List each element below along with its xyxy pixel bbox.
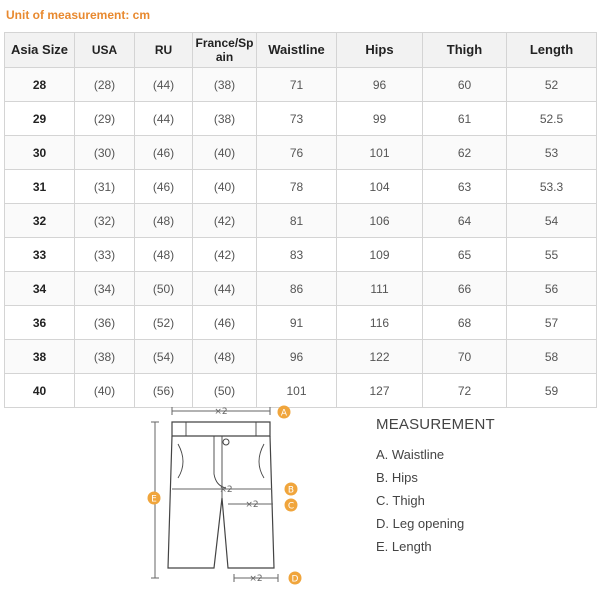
marker-a-label: A xyxy=(280,408,288,419)
marker-c xyxy=(285,499,298,512)
table-body xyxy=(5,68,597,408)
header-france-spain-line2: ain xyxy=(215,50,234,64)
cell-length: 55 xyxy=(507,238,597,272)
cell-ru: (50) xyxy=(135,272,193,306)
cell-france-spain: (42) xyxy=(193,238,257,272)
cell-asia-size: 40 xyxy=(5,374,75,408)
cell-usa: (31) xyxy=(75,170,135,204)
cell-asia-size: 36 xyxy=(5,306,75,340)
marker-d xyxy=(289,572,302,585)
cell-length: 57 xyxy=(507,306,597,340)
header-thigh: Thigh xyxy=(423,33,507,68)
table-row xyxy=(5,340,597,374)
cell-thigh: 72 xyxy=(423,374,507,408)
cell-hips: 96 xyxy=(337,68,423,102)
cell-length: 58 xyxy=(507,340,597,374)
cell-ru: (46) xyxy=(135,170,193,204)
thigh-multiplier-label: ×2 xyxy=(245,500,259,510)
cell-waistline: 78 xyxy=(257,170,337,204)
cell-length: 59 xyxy=(507,374,597,408)
unit-note: Unit of measurement: cm xyxy=(6,8,151,22)
cell-hips: 116 xyxy=(337,306,423,340)
table-row xyxy=(5,204,597,238)
cell-ru: (48) xyxy=(135,238,193,272)
table-row xyxy=(5,170,597,204)
cell-waistline: 91 xyxy=(257,306,337,340)
cell-waistline: 96 xyxy=(257,340,337,374)
header-france-spain xyxy=(193,33,257,68)
cell-usa: (29) xyxy=(75,102,135,136)
header-france-spain-line1: France/Sp xyxy=(195,36,254,50)
cell-hips: 106 xyxy=(337,204,423,238)
cell-usa: (36) xyxy=(75,306,135,340)
cell-france-spain: (50) xyxy=(193,374,257,408)
cell-length: 54 xyxy=(507,204,597,238)
cell-thigh: 61 xyxy=(423,102,507,136)
cell-waistline: 73 xyxy=(257,102,337,136)
marker-a xyxy=(278,406,291,419)
table-row xyxy=(5,102,597,136)
cell-waistline: 83 xyxy=(257,238,337,272)
cell-asia-size: 29 xyxy=(5,102,75,136)
table-row xyxy=(5,136,597,170)
marker-b-label: B xyxy=(287,485,295,496)
cell-asia-size: 28 xyxy=(5,68,75,102)
cell-thigh: 60 xyxy=(423,68,507,102)
cell-ru: (44) xyxy=(135,102,193,136)
cell-asia-size: 30 xyxy=(5,136,75,170)
size-chart-table xyxy=(4,32,597,408)
marker-d-label: D xyxy=(291,574,299,585)
legend-item-length: E. Length xyxy=(376,539,432,554)
legend-item-hips: B. Hips xyxy=(376,470,418,485)
cell-usa: (38) xyxy=(75,340,135,374)
hips-dimension-line xyxy=(172,485,272,495)
cell-france-spain: (42) xyxy=(193,204,257,238)
cell-hips: 127 xyxy=(337,374,423,408)
cell-usa: (32) xyxy=(75,204,135,238)
cell-length: 53 xyxy=(507,136,597,170)
cell-france-spain: (40) xyxy=(193,170,257,204)
cell-usa: (30) xyxy=(75,136,135,170)
legend-item-waistline: A. Waistline xyxy=(376,447,445,462)
table-row xyxy=(5,238,597,272)
legend-item-thigh: C. Thigh xyxy=(376,493,425,508)
header-hips: Hips xyxy=(337,33,423,68)
leg-opening-dimension-line xyxy=(234,574,278,584)
legend-item-leg-opening: D. Leg opening xyxy=(376,516,465,531)
cell-asia-size: 32 xyxy=(5,204,75,238)
cell-hips: 109 xyxy=(337,238,423,272)
cell-hips: 101 xyxy=(337,136,423,170)
cell-ru: (44) xyxy=(135,68,193,102)
cell-hips: 122 xyxy=(337,340,423,374)
cell-asia-size: 38 xyxy=(5,340,75,374)
cell-waistline: 81 xyxy=(257,204,337,238)
cell-waistline: 101 xyxy=(257,374,337,408)
cell-waistline: 76 xyxy=(257,136,337,170)
marker-e xyxy=(148,492,161,505)
cell-ru: (56) xyxy=(135,374,193,408)
cell-thigh: 66 xyxy=(423,272,507,306)
cell-thigh: 62 xyxy=(423,136,507,170)
table-row xyxy=(5,272,597,306)
cell-france-spain: (44) xyxy=(193,272,257,306)
cell-france-spain: (38) xyxy=(193,102,257,136)
cell-length: 52.5 xyxy=(507,102,597,136)
cell-thigh: 65 xyxy=(423,238,507,272)
header-usa: USA xyxy=(75,33,135,68)
marker-c-label: C xyxy=(287,501,295,512)
cell-length: 53.3 xyxy=(507,170,597,204)
cell-asia-size: 34 xyxy=(5,272,75,306)
waist-multiplier-label: ×2 xyxy=(214,407,228,417)
cell-thigh: 63 xyxy=(423,170,507,204)
cell-asia-size: 33 xyxy=(5,238,75,272)
cell-length: 52 xyxy=(507,68,597,102)
marker-b xyxy=(285,483,298,496)
legend-title: MEASUREMENT xyxy=(376,416,495,433)
button-icon xyxy=(223,439,229,445)
cell-ru: (52) xyxy=(135,306,193,340)
cell-usa: (33) xyxy=(75,238,135,272)
cell-thigh: 70 xyxy=(423,340,507,374)
header-asia-size: Asia Size xyxy=(5,33,75,68)
hips-multiplier-label: ×2 xyxy=(219,485,233,495)
cell-hips: 111 xyxy=(337,272,423,306)
cell-waistline: 86 xyxy=(257,272,337,306)
measurement-legend xyxy=(376,416,495,558)
table-row xyxy=(5,306,597,340)
cell-length: 56 xyxy=(507,272,597,306)
cell-france-spain: (38) xyxy=(193,68,257,102)
cell-ru: (54) xyxy=(135,340,193,374)
cell-usa: (40) xyxy=(75,374,135,408)
header-waistline: Waistline xyxy=(257,33,337,68)
cell-hips: 99 xyxy=(337,102,423,136)
table-header-row xyxy=(5,33,597,68)
cell-asia-size: 31 xyxy=(5,170,75,204)
cell-france-spain: (48) xyxy=(193,340,257,374)
cell-hips: 104 xyxy=(337,170,423,204)
leg-opening-multiplier-label: ×2 xyxy=(249,574,263,584)
cell-thigh: 64 xyxy=(423,204,507,238)
cell-usa: (34) xyxy=(75,272,135,306)
waist-dimension-line xyxy=(172,407,270,417)
cell-waistline: 71 xyxy=(257,68,337,102)
cell-france-spain: (46) xyxy=(193,306,257,340)
marker-e-label: E xyxy=(151,494,157,505)
cell-thigh: 68 xyxy=(423,306,507,340)
cell-ru: (46) xyxy=(135,136,193,170)
table-row xyxy=(5,68,597,102)
cell-france-spain: (40) xyxy=(193,136,257,170)
cell-usa: (28) xyxy=(75,68,135,102)
cell-ru: (48) xyxy=(135,204,193,238)
shorts-outline xyxy=(168,422,274,568)
header-length: Length xyxy=(507,33,597,68)
thigh-dimension-line xyxy=(228,500,273,510)
shorts-measurement-diagram xyxy=(142,400,310,596)
header-ru: RU xyxy=(135,33,193,68)
